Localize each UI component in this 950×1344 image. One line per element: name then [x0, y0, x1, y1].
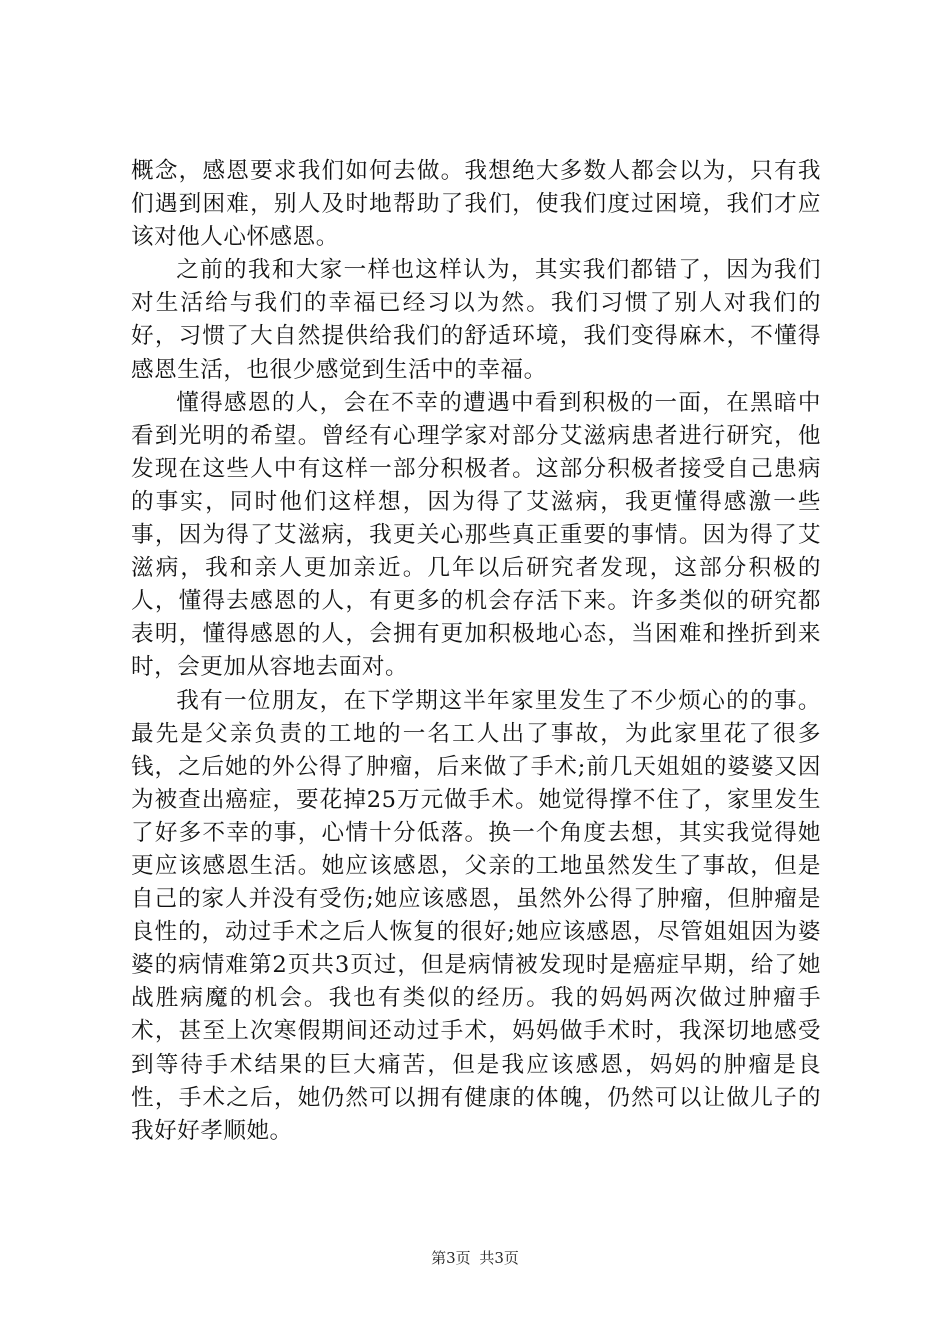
page-number: 第3页: [431, 1249, 471, 1267]
paragraph-2: 之前的我和大家一样也这样认为，其实我们都错了，因为我们对生活给与我们的幸福已经习以为然。我们习惯了别人对我们的好，习惯了大自然提供给我们的舒适环境，我们变得麻木，不懂得感恩生活，也很少感觉到生活中的幸福。: [131, 257, 821, 383]
page-footer: [0, 1248, 950, 1268]
paragraph-3: 懂得感恩的人，会在不幸的遭遇中看到积极的一面，在黑暗中看到光明的希望。曾经有心理学家对部分艾滋病患者进行研究，他发现在这些人中有这样一部分积极者。这部分积极者接受自己患病的事实，同时他们这样想，因为得了艾滋病，我更懂得感激一些事，因为得了艾滋病，我更关心那些真正重要的事情。因为得了艾滋病，我和亲人更加亲近。几年以后研究者发现，这部分积极的人，懂得去感恩的人，有更多的机会存活下来。许多类似的研究都表明，懂得感恩的人，会拥有更加积极地心态，当困难和挫折到来时，会更加从容地去面对。: [131, 389, 821, 681]
page-total: 共3页: [479, 1249, 519, 1267]
paragraph-1: 概念，感恩要求我们如何去做。我想绝大多数人都会以为，只有我们遇到困难，别人及时地帮助了我们，使我们度过困境，我们才应该对他人心怀感恩。: [131, 158, 821, 251]
paragraph-4: 我有一位朋友，在下学期这半年家里发生了不少烦心的的事。最先是父亲负责的工地的一名工人出了事故，为此家里花了很多钱，之后她的外公得了肿瘤，后来做了手术;前几天姐姐的婆婆又因为被查出癌症，要花掉25万元做手术。她觉得撑不住了，家里发生了好多不幸的事，心情十分低落。换一个角度去想，其实我觉得她更应该感恩生活。她应该感恩，父亲的工地虽然发生了事故，但是自己的家人并没有受伤;她应该感恩，虽然外公得了肿瘤，但肿瘤是良性的，动过手术之后人恢复的很好;她应该感恩，尽管姐姐因为婆婆的病情难第2页共3页过，但是病情被发现时是癌症早期，给了她战胜病魔的机会。我也有类似的经历。我的妈妈两次做过肿瘤手术，甚至上次寒假期间还动过手术，妈妈做手术时，我深切地感受到等待手术结果的巨大痛苦，但是我应该感恩，妈妈的肿瘤是良性，手术之后，她仍然可以拥有健康的体魄，仍然可以让做儿子的我好好孝顺她。: [131, 687, 821, 1144]
document-body: [131, 155, 821, 1148]
